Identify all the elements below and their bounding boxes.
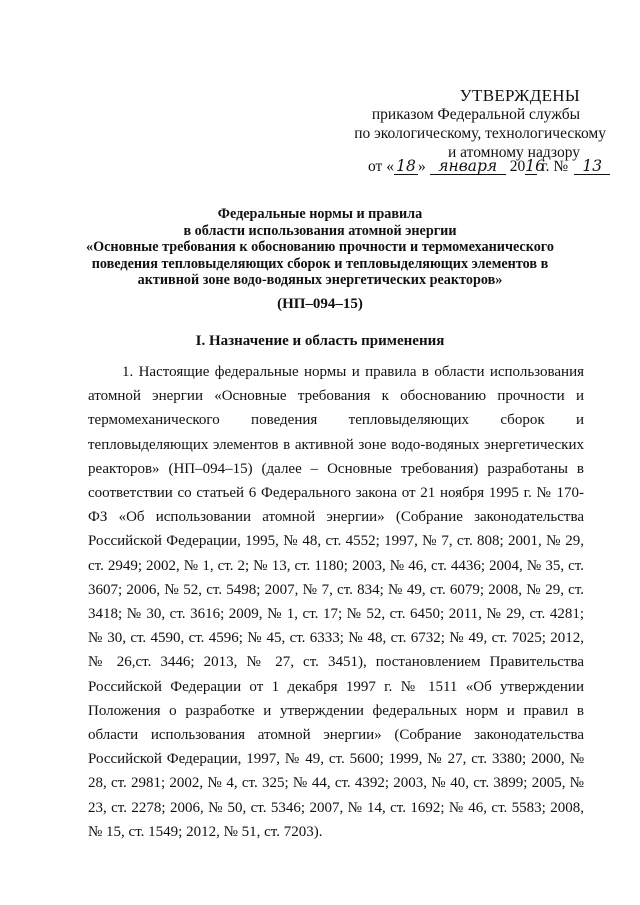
order-prefix: от « — [368, 158, 394, 175]
approval-line-2: по экологическому, технологическому — [354, 125, 606, 142]
heading-line-3: «Основные требования к обоснованию прочности и термомеханического — [86, 239, 554, 255]
section-title: I. Назначение и область применения — [195, 333, 445, 349]
heading-line-1: Федеральные нормы и правила — [217, 206, 423, 222]
order-day-handwritten: 18 — [394, 158, 418, 175]
order-year-handwritten: 16 — [525, 157, 545, 175]
document-heading — [60, 206, 580, 312]
order-month-handwritten: января — [430, 158, 506, 175]
approval-title: УТВЕРЖДЕНЫ — [459, 86, 580, 105]
document-code: (НП–094–15) — [277, 295, 363, 312]
approval-line-3: и атомному надзору — [448, 144, 580, 161]
order-reference — [368, 158, 608, 176]
approval-line-1: приказом Федеральной службы — [371, 106, 580, 123]
approval-block — [340, 86, 610, 162]
order-number-handwritten: 13 — [574, 158, 610, 175]
order-year-prefix: 20 — [509, 158, 526, 175]
paragraph-1: 1. Настоящие федеральные нормы и правила в области использования атомной энергии «Основные требования к обоснованию прочности и термомеханического поведения тепловыделяющих сборок и тепловыделяющих элементов в активной зоне водо-водяных энергетических реакторов» (НП–094–15) (далее – Основные требования) разработаны в соответствии со статьей 6 Федерального закона от 21 ноября 1995 г. № 170-ФЗ «Об использовании атомной энергии» (Собрание законодательства Российской Федерации, 1995, № 48, ст. 4552; 1997, № 7, ст. 808; 2001, № 29, ст. 2949; 2002, № 1, ст. 2; № 13, ст. 1180; 2003, № 46, ст. 4436; 2004, № 35, ст. 3607; 2006, № 52, ст. 5498; 2007, № 7, ст. 834; № 49, ст. 6079; 2008, № 29, ст. 3418; № 30, ст. 3616; 2009, № 1, ст. 17; № 52, ст. 6450; 2011, № 29, ст. 4281; № 30, ст. 4590, ст. 4596; № 45, ст. 6333; № 48, ст. 6732; № 49, ст. 7025; 2012, № 26,ст. 3446; 2013, № 27, ст. 3451), постановлением Правительства Российской Федерации от 1 декабря 1997 г. № 1511 «Об утверждении Положения о разработке и утверждении федеральных норм и правил в области использования атомной энергии» (Собрание законодательства Российской Федерации, 1997, № 49, ст. 5600; 1999, № 27, ст. 3380; 2000, № 28, ст. 2981; 2002, № 4, ст. 325; № 44, ст. 4392; 2003, № 40, ст. 3899; 2005, № 23, ст. 2278; 2006, № 50, ст. 5346; 2007, № 14, ст. 1692; № 46, ст. 5583; 2008, № 15, ст. 1549; 2012, № 51, ст. 7203). — [88, 364, 584, 840]
heading-line-4: поведения тепловыделяющих сборок и тепловыделяющих элементов в — [91, 255, 549, 272]
heading-line-5: активной зоне водо-водяных энергетических реакторов» — [137, 272, 503, 288]
order-number-label: г. № — [541, 158, 569, 175]
order-quote-close: » — [417, 158, 426, 175]
heading-line-2: в области использования атомной энергии — [183, 222, 457, 239]
